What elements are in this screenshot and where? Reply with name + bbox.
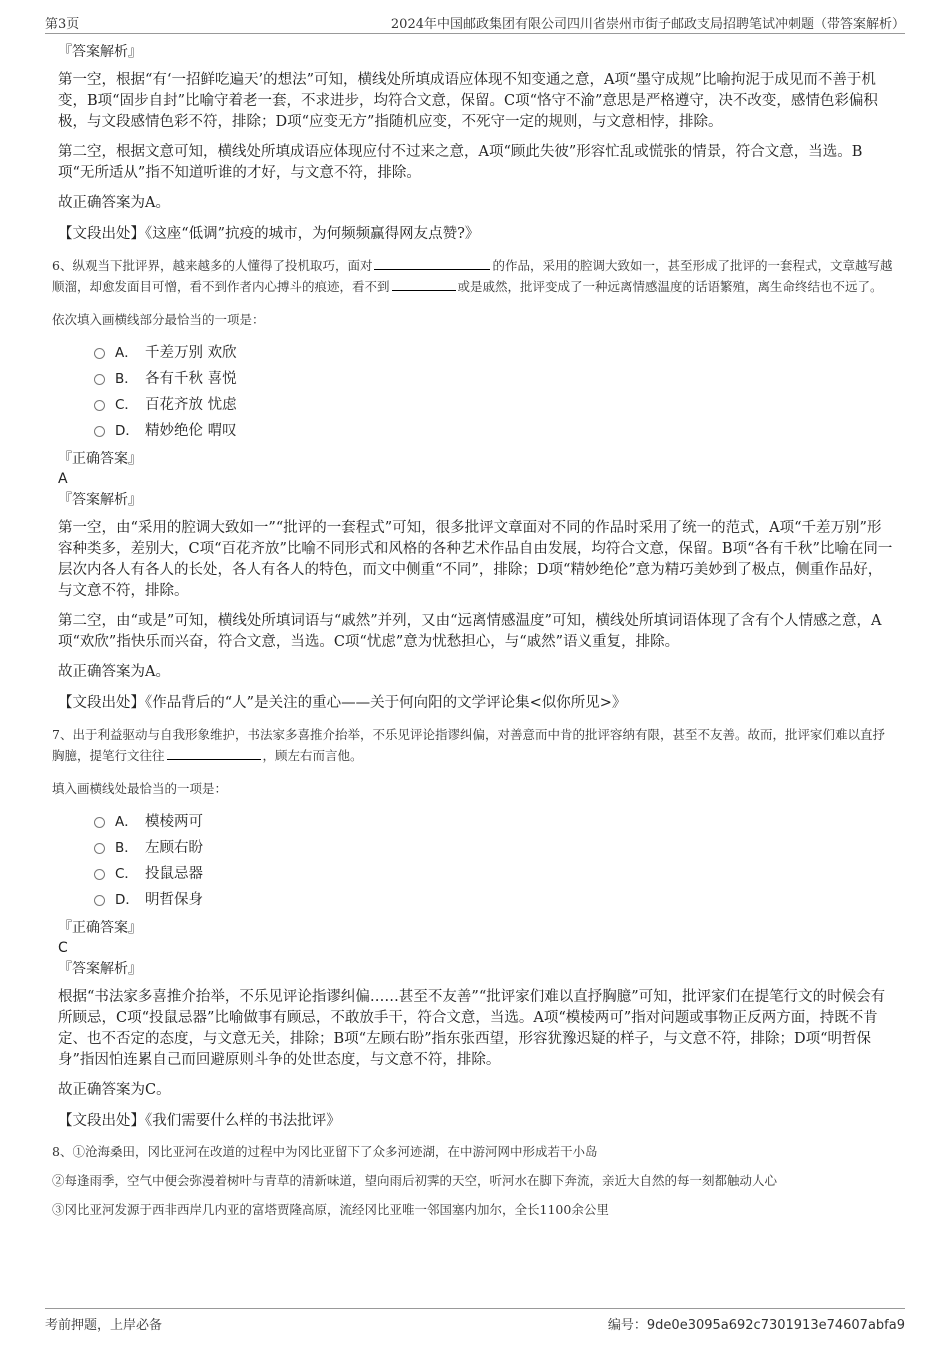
analysis-paragraph: 第一空，根据“有‘一招鲜吃遍天’的想法”可知，横线处所填成语应体现不知变通之意，A项“墨守成规”比喻拘泥于成见而不善于机变，B项“固步自封”比喻守着老一套，不求进步，均符合文意，保留。C项“恪守不渝”意思是严格遵守，决不改变，感情色彩偏积极，与文段感情色彩不符，排除；D项“应变无方”指随机应变，不死守一定的规则，与文意相悖，排除。 — [58, 72, 878, 130]
page-footer — [45, 1308, 905, 1336]
option-a[interactable]: A． 模棱两可 — [94, 809, 894, 835]
option-c[interactable]: C． 百花齐放 忧虑 — [94, 392, 894, 418]
analysis-paragraph: 第一空，由“采用的腔调大致如一”“批评的一套程式”可知，很多批评文章面对不同的作品时采用了统一的范式，A项“千差万别”形容种类多，差别大，C项“百花齐放”比喻不同形式和风格的各种艺术作品自由发展，均符合文意，保留。B项“各有千秋”比喻在同一层次内各人有各人的长处，各人有各人的特色，而文中侧重“不同”，排除；D项“精妙绝伦”意为精巧美妙到了极点，侧重作品好，与文意不符，排除。 — [58, 520, 893, 599]
fill-blank — [374, 255, 490, 270]
document-title: 2024年中国邮政集团有限公司四川省崇州市街子邮政支局招聘笔试冲刺题（带答案解析） — [390, 17, 905, 32]
analysis-conclusion: 故正确答案为C。 — [58, 1082, 171, 1098]
question-7-prompt: 填入画横线处最恰当的一项是： — [52, 781, 228, 796]
radio-icon[interactable] — [94, 817, 105, 828]
question-8-sentence: ②每逢雨季，空气中便会弥漫着树叶与青草的清新味道，望向雨后初霁的天空，听河水在脚下奔流，亲近大自然的每一刻都触动人心 — [52, 1173, 778, 1188]
correct-answer-value: C — [58, 940, 68, 956]
radio-icon[interactable] — [94, 895, 105, 906]
option-d[interactable]: D． 精妙绝伦 喟叹 — [94, 418, 894, 444]
question-8-sentence: 8、①沧海桑田，冈比亚河在改道的过程中为冈比亚留下了众多河迹湖，在中游河网中形成若干小岛 — [52, 1144, 598, 1159]
option-c[interactable]: C． 投鼠忌器 — [94, 861, 894, 887]
correct-answer-label: 『正确答案』 — [58, 451, 142, 467]
analysis-label: 『答案解析』 — [58, 961, 142, 977]
radio-icon[interactable] — [94, 400, 105, 411]
option-a[interactable]: A． 千差万别 欢欣 — [94, 340, 894, 366]
analysis-conclusion: 故正确答案为A。 — [58, 664, 170, 680]
question-7-stem: 7、出于利益驱动与自我形象维护，书法家多喜推介抬举，不乐见评论指谬纠偏，对善意而中肯的批评容纳有限，甚至不友善。故而，批评家们难以直抒胸臆，提笔行文往往 ，顾左右而言他。 — [52, 727, 885, 763]
source-citation: 【文段出处】《我们需要什么样的书法批评》 — [58, 1113, 341, 1129]
analysis-paragraph: 第二空，由“或是”可知，横线处所填词语与“戚然”并列，又由“远离情感温度”可知，横线处所填词语体现了含有个人情感之意，A项“欢欣”指快乐而兴奋，符合文意，当选。C项“忧虑”意为忧愁担心，与“戚然”语义重复，排除。 — [58, 613, 882, 650]
question-6-options — [94, 340, 894, 444]
correct-answer-value: A — [58, 471, 68, 487]
page-header — [45, 13, 905, 34]
question-6-stem: 6、纵观当下批评界，越来越多的人懂得了投机取巧，面对 的作品，采用的腔调大致如一，甚至形成了批评的一套程式，文章越写越顺溜，却愈发面目可憎，看不到作者内心搏斗的痕迹，看不到 或是戚然，批评变成了一种远离情感温度的话语繁殖，离生命终结也不远了。 — [52, 255, 894, 297]
radio-icon[interactable] — [94, 374, 105, 385]
radio-icon[interactable] — [94, 843, 105, 854]
page-number: 第3页 — [45, 17, 80, 32]
analysis-conclusion: 故正确答案为A。 — [58, 195, 170, 211]
page-content — [52, 41, 894, 1220]
document-id: 编号：9de0e3095a692c7301913e74607abfa9 — [607, 1318, 905, 1333]
analysis-paragraph: 第二空，根据文意可知，横线处所填成语应体现应付不过来之意，A项“顾此失彼”形容忙乱或慌张的情景，符合文意，当选。B项“无所适从”指不知道听谁的才好，与文意不符，排除。 — [58, 144, 863, 181]
source-citation: 【文段出处】《这座“低调”抗疫的城市，为何频频赢得网友点赞?》 — [58, 226, 480, 242]
fill-blank — [167, 745, 261, 760]
footer-slogan: 考前押题，上岸必备 — [45, 1318, 163, 1333]
option-d[interactable]: D． 明哲保身 — [94, 887, 894, 913]
radio-icon[interactable] — [94, 426, 105, 437]
radio-icon[interactable] — [94, 348, 105, 359]
question-7-options — [94, 809, 894, 913]
question-6-prompt: 依次填入画横线部分最恰当的一项是： — [52, 312, 265, 327]
question-8-sentence: ③冈比亚河发源于西非西岸几内亚的富塔贾隆高原，流经冈比亚唯一邻国塞内加尔，全长1100余公里 — [52, 1202, 609, 1217]
option-b[interactable]: B． 左顾右盼 — [94, 835, 894, 861]
analysis-label: 『答案解析』 — [58, 492, 142, 508]
source-citation: 【文段出处】《作品背后的“人”是关注的重心——关于何向阳的文学评论集<似你所见>》 — [58, 695, 627, 711]
analysis-paragraph: 根据“书法家多喜推介抬举，不乐见评论指谬纠偏……甚至不友善”“批评家们难以直抒胸臆”可知，批评家们在提笔行文的时候会有所顾忌，C项“投鼠忌器”比喻做事有顾忌，不敢放手干，符合文意，当选。A项“模棱两可”指对问题或事物正反两方面，持既不肯定、也不否定的态度，与文意无关，排除；B项“左顾右盼”指东张西望，形容犹豫迟疑的样子，与文意不符，排除；D项“明哲保身”指因怕连累自己而回避原则斗争的处世态度，与文意不符，排除。 — [58, 989, 886, 1068]
radio-icon[interactable] — [94, 869, 105, 880]
analysis-label: 『答案解析』 — [58, 44, 142, 60]
fill-blank — [392, 276, 456, 291]
option-b[interactable]: B． 各有千秋 喜悦 — [94, 366, 894, 392]
correct-answer-label: 『正确答案』 — [58, 920, 142, 936]
